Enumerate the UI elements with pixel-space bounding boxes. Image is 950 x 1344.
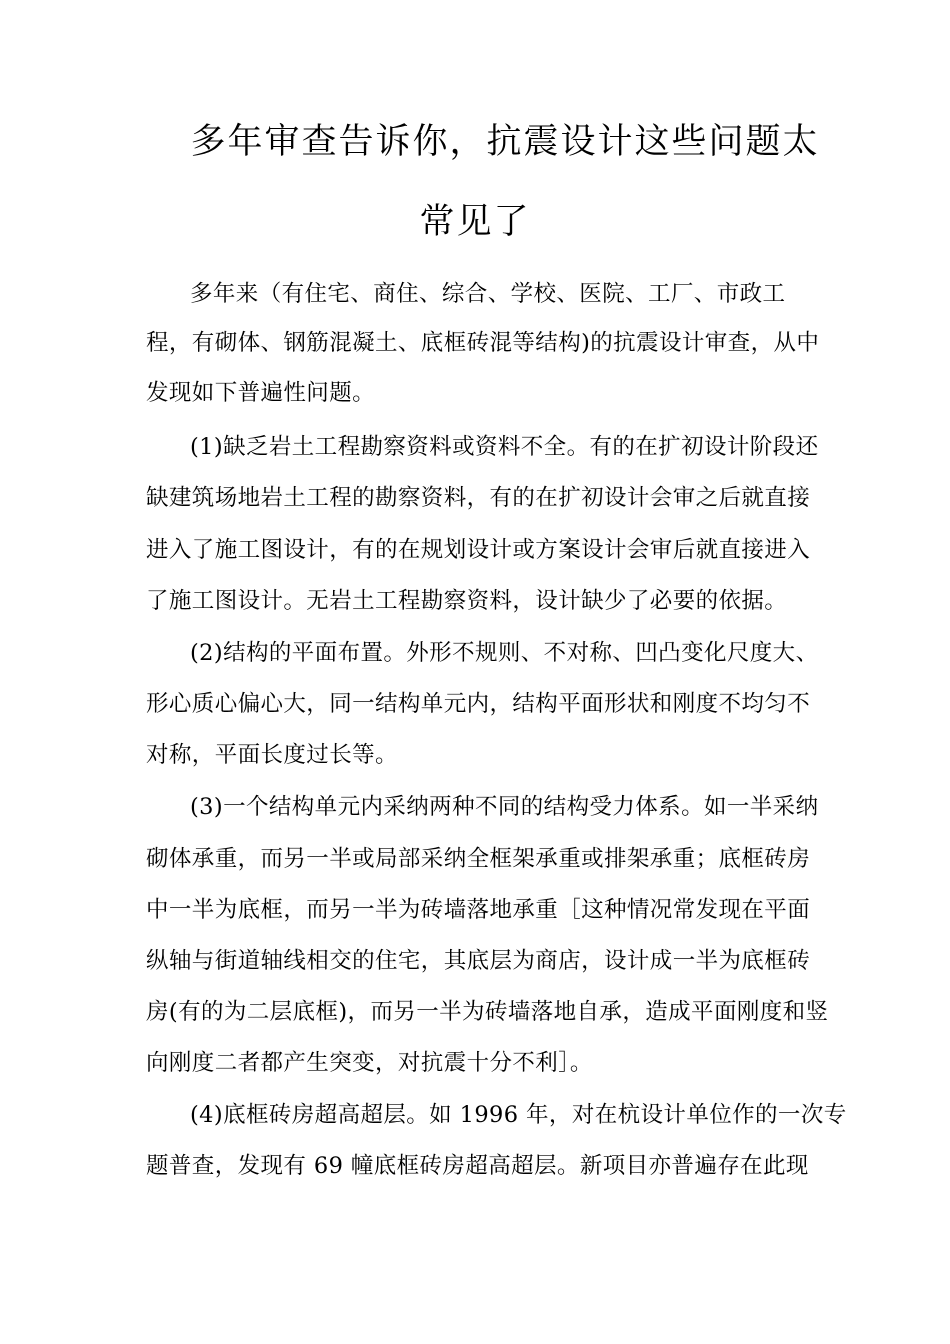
paragraph-line: 题普查，发现有 69 幢底框砖房超高超层。新项目亦普遍存在此现: [146, 1153, 809, 1179]
paragraph-line: 形心质心偏心大，同一结构单元内，结构平面形状和刚度不均匀不: [146, 691, 811, 717]
paragraph-line: 向刚度二者都产生突变，对抗震十分不利］。: [146, 1050, 593, 1076]
paragraph-line: 进入了施工图设计，有的在规划设计或方案设计会审后就直接进入: [146, 537, 811, 563]
paragraph-line: (1)缺乏岩土工程勘察资料或资料不全。有的在扩初设计阶段还: [190, 434, 819, 460]
paragraph-line: 缺建筑场地岩土工程的勘察资料，有的在扩初设计会审之后就直接: [146, 485, 811, 511]
paragraph-line: 对称，平面长度过长等。: [146, 742, 398, 768]
paragraph-line: 纵轴与街道轴线相交的住宅，其底层为商店，设计成一半为底框砖: [146, 948, 811, 974]
paragraph-line: 砌体承重，而另一半或局部采纳全框架承重或排架承重；底框砖房: [146, 846, 811, 872]
paragraph-line: (2)结构的平面布置。外形不规则、不对称、凹凸变化尺度大、: [190, 640, 819, 666]
document-title-line-1: 多年审查告诉你，抗震设计这些问题太: [190, 122, 820, 162]
paragraph-line: 房(有的为二层底框)，而另一半为砖墙落地自承，造成平面刚度和竖: [146, 999, 829, 1025]
paragraph-line: 中一半为底框，而另一半为砖墙落地承重［这种情况常发现在平面: [146, 897, 811, 923]
document-title-line-2: 常见了: [419, 202, 531, 242]
paragraph-line: (4)底框砖房超高超层。如 1996 年，对在杭设计单位作的一次专: [190, 1102, 847, 1128]
paragraph-line: 程，有砌体、钢筋混凝土、底框砖混等结构)的抗震设计审查，从中: [146, 330, 820, 356]
paragraph-line: 了施工图设计。无岩土工程勘察资料，设计缺少了必要的依据。: [146, 588, 788, 614]
paragraph-line: 发现如下普遍性问题。: [146, 380, 376, 406]
paragraph-line: (3)一个结构单元内采纳两种不同的结构受力体系。如一半采纳: [190, 794, 819, 820]
paragraph-line: 多年来（有住宅、商住、综合、学校、医院、工厂、市政工: [190, 281, 786, 307]
